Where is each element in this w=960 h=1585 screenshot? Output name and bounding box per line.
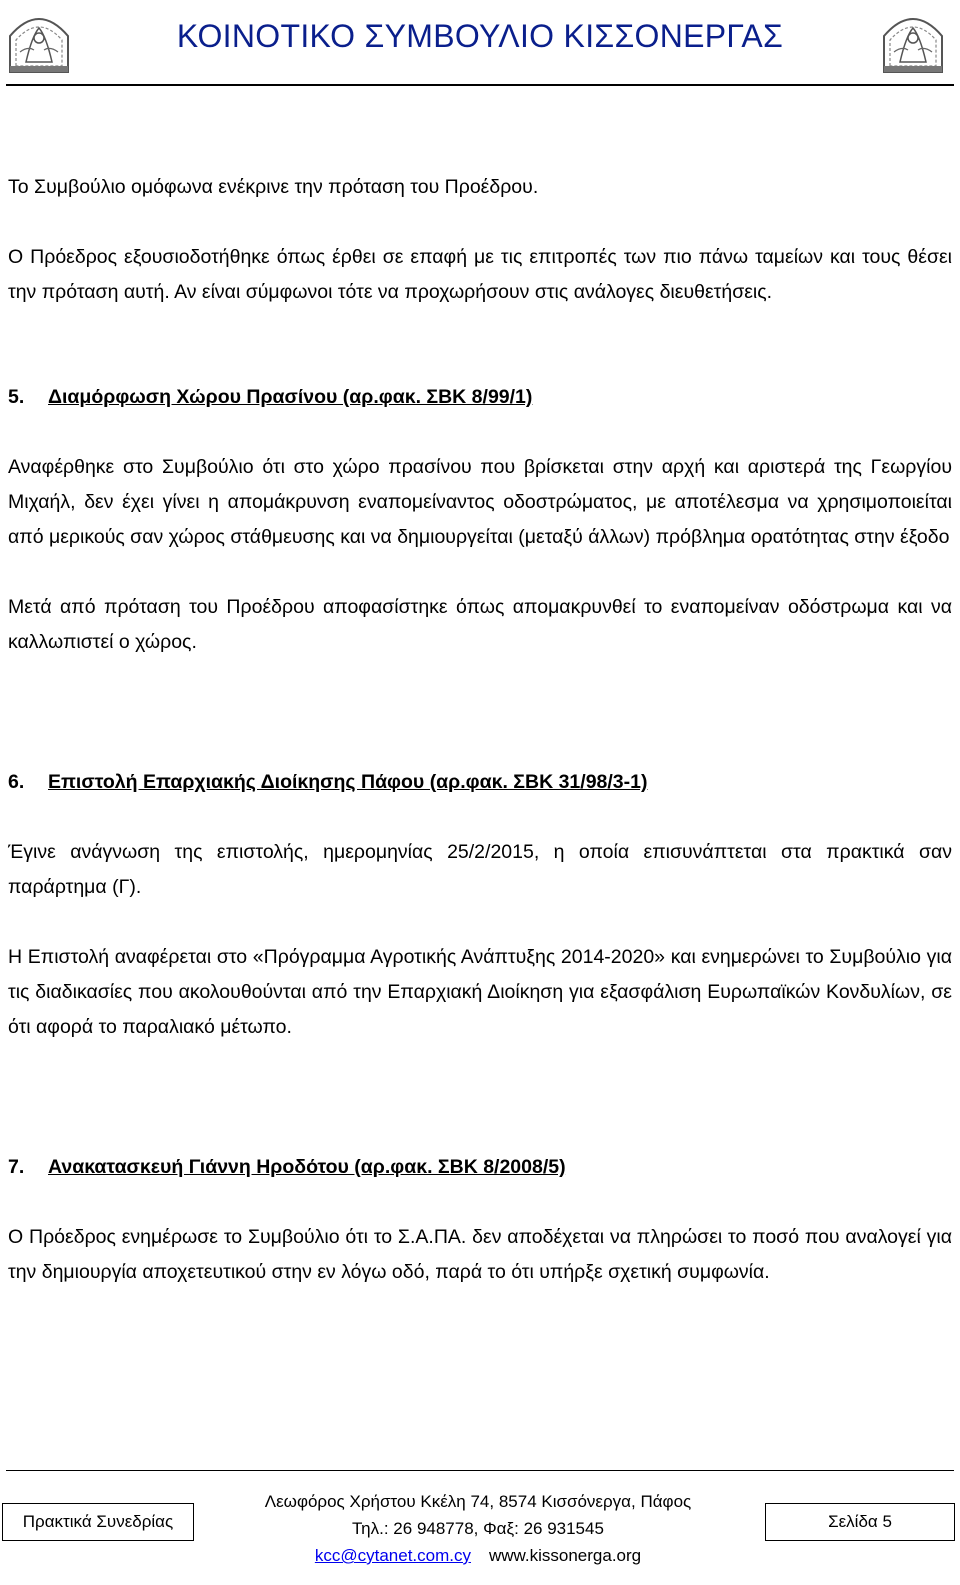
footer-phone-fax: Τηλ.: 26 948778, Φαξ: 26 931545 bbox=[352, 1519, 604, 1538]
council-emblem-icon bbox=[880, 6, 946, 76]
email-link[interactable]: kcc@cytanet.com.cy bbox=[314, 1546, 471, 1565]
section-heading bbox=[8, 1150, 952, 1185]
paragraph: Έγινε ανάγνωση της επιστολής, ημερομηνίας 25/2/2015, η οποία επισυνάπτεται στα πρακτικά σαν παράρτημα (Γ). bbox=[8, 841, 952, 898]
minutes-body bbox=[8, 170, 952, 1290]
footer-address: Λεωφόρος Χρήστου Κκέλη 74, 8574 Κισσόνεργα, Πάφος bbox=[264, 1492, 692, 1511]
section-number: 6. bbox=[8, 771, 25, 793]
paragraph: Μετά από πρόταση του Προέδρου αποφασίστηκε όπως απομακρυνθεί το εναπομείναν οδόστρωμα και να καλλωπιστεί ο χώρος. bbox=[8, 596, 952, 653]
footer-contact bbox=[200, 1488, 756, 1569]
paragraph: Η Επιστολή αναφέρεται στο «Πρόγραμμα Αγροτικής Ανάπτυξης 2014-2020» και ενημερώνει το Συμβούλιο για τις διαδικασίες που ακολουθούνται από την Επαρχιακή Διοίκηση για εξασφάλιση Ευρωπαϊκών Κονδυλίων, σε ότι αφορά το παραλιακό μέτωπο. bbox=[8, 946, 952, 1038]
council-emblem-icon bbox=[6, 6, 72, 76]
page-title: ΚΟΙΝΟΤΙΚΟ ΣΥΜΒΟΥΛΙΟ ΚΙΣΣΟΝΕΡΓΑΣ bbox=[176, 18, 784, 54]
website-link[interactable]: www.kissonerga.org bbox=[489, 1546, 642, 1565]
section-title: Επιστολή Επαρχιακής Διοίκησης Πάφου (αρ.φακ. ΣΒΚ 31/98/3-1) bbox=[48, 771, 648, 793]
paragraph: Το Συμβούλιο ομόφωνα ενέκρινε την πρόταση του Προέδρου. bbox=[8, 176, 539, 198]
page-header bbox=[0, 0, 960, 86]
footer-divider bbox=[6, 1470, 954, 1471]
section-number: 5. bbox=[8, 386, 25, 408]
footer-links bbox=[200, 1542, 756, 1569]
section-number: 7. bbox=[8, 1156, 25, 1178]
section-heading bbox=[8, 765, 952, 800]
footer-document-label: Πρακτικά Συνεδρίας bbox=[2, 1503, 194, 1541]
header-divider bbox=[6, 84, 954, 86]
section-title: Διαμόρφωση Χώρου Πρασίνου (αρ.φακ. ΣΒΚ 8/99/1) bbox=[48, 386, 533, 408]
section-heading bbox=[8, 380, 952, 415]
paragraph: Αναφέρθηκε στο Συμβούλιο ότι στο χώρο πρασίνου που βρίσκεται στην αρχή και αριστερά της Γεωργίου Μιχαήλ, δεν έχει γίνει η απομάκρυνση εναπομείναντος οδοστρώματος, με αποτέλεσμα να χρησιμοποιείται από μερικούς σαν χώρος στάθμευσης και να δημιουργείται (μεταξύ άλλων) πρόβλημα ορατότητας στην έξοδο bbox=[8, 456, 952, 548]
paragraph: Ο Πρόεδρος εξουσιοδοτήθηκε όπως έρθει σε επαφή με τις επιτροπές των πιο πάνω ταμείων και τους θέσει την πρόταση αυτή. Αν είναι σύμφωνοι τότε να προχωρήσουν στις ανάλογες διευθετήσεις. bbox=[8, 246, 952, 303]
page-number: Σελίδα 5 bbox=[765, 1503, 955, 1541]
section-title: Ανακατασκευή Γιάννη Ηροδότου (αρ.φακ. ΣΒΚ 8/2008/5) bbox=[48, 1156, 566, 1178]
paragraph: Ο Πρόεδρος ενημέρωσε το Συμβούλιο ότι το Σ.Α.ΠΑ. δεν αποδέχεται να πληρώσει το ποσό που αναλογεί για την δημιουργία αποχετευτικού στην εν λόγω οδό, παρά το ότι υπήρξε σχετική συμφωνία. bbox=[8, 1226, 952, 1283]
